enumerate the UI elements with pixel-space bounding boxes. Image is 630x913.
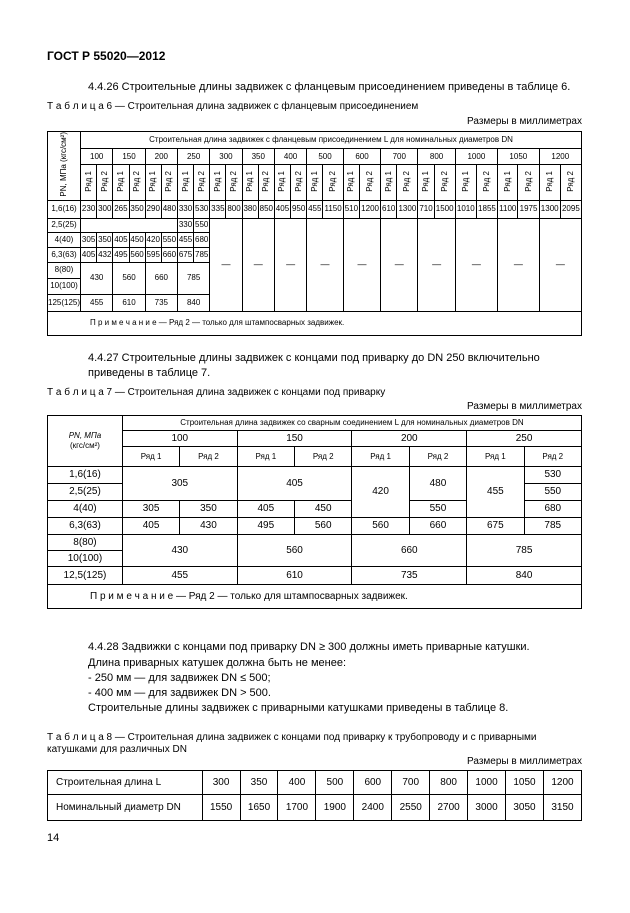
t7-group-250 <box>467 467 582 518</box>
t7-val: 305 <box>122 501 179 518</box>
t7-val: 530 <box>524 467 581 484</box>
table6-pn: 6,3(63) <box>48 247 81 262</box>
table6-value: 2095 <box>560 200 581 218</box>
t7-val: 610 <box>237 567 352 585</box>
table6-note: П р и м е ч а н и е — Ряд 2 — только для штампосварных задвижек. <box>48 311 582 335</box>
table6-value: 335 <box>210 200 226 218</box>
table6-value: 610 <box>113 294 145 311</box>
table6-dash <box>539 218 581 311</box>
dash-mark: — <box>432 259 442 270</box>
t7-pn-6-3: 6,3(63) <box>48 518 123 535</box>
paragraph-4-4-26: 4.4.26 Строительные длины задвижек с фланцевым присоединением приведены в таблице 6. <box>88 81 571 93</box>
table6-dash <box>210 218 242 311</box>
table6-value: 455 <box>177 232 193 247</box>
table8-length-label: Строительная длина L <box>48 771 203 795</box>
table6-row1-header: Ряд 1 <box>81 165 97 200</box>
table8-units: Размеры в миллиметрах <box>467 756 582 767</box>
table6-row2-header: Ряд 2 <box>518 165 539 200</box>
table6-value: 510 <box>343 200 359 218</box>
table6-value: 405 <box>81 247 97 262</box>
table6-dash <box>381 218 418 311</box>
table6-dash <box>418 218 455 311</box>
table7-row2-header: Ряд 2 <box>180 447 237 467</box>
t7-val: 430 <box>122 535 237 567</box>
table8-dn-value: 3150 <box>543 795 581 821</box>
table8-dn-value: 3050 <box>506 795 544 821</box>
table6-value: 1500 <box>434 200 455 218</box>
table8-dn-value: 3000 <box>468 795 506 821</box>
table8-length-value: 500 <box>316 771 354 795</box>
table6-value: 305 <box>81 232 97 247</box>
t7-val: 560 <box>295 518 352 535</box>
table8-dn-value: 1650 <box>240 795 278 821</box>
paragraph-4-4-28: 4.4.28 Задвижки с концами под приварку DN ≥ 300 должны иметь приварные катушки. <box>88 641 530 653</box>
t7-val: 660 <box>352 535 467 567</box>
t7-val: 405 <box>237 501 294 518</box>
table8-length-value: 600 <box>354 771 392 795</box>
t7-val: 405 <box>237 467 352 501</box>
table6-units: Размеры в миллиметрах <box>467 116 582 127</box>
dash-mark: — <box>357 259 367 270</box>
table6-value: 785 <box>177 262 209 294</box>
table6-value: 430 <box>81 262 113 294</box>
table7-note: П р и м е ч а н и е — Ряд 2 — только для штампосварных задвижек. <box>48 585 582 609</box>
dash-mark: — <box>513 259 523 270</box>
t7-pn-10: 10(100) <box>48 551 123 567</box>
table6-row2-header: Ряд 2 <box>226 165 242 200</box>
table6-value: 950 <box>291 200 307 218</box>
dash-mark: — <box>221 259 231 270</box>
table7-main-header: Строительная длина задвижек со сварным соединением L для номинальных диаметров DN <box>122 416 581 431</box>
table6-pn: 125(125) <box>48 294 81 311</box>
table6-value: 265 <box>113 200 129 218</box>
table6-row1-header: Ряд 1 <box>210 165 226 200</box>
table8-length-value: 1050 <box>506 771 544 795</box>
table6-value: 530 <box>194 200 210 218</box>
paragraph-length: Длина приварных катушек должна быть не менее: <box>88 657 347 669</box>
table6-value: 1150 <box>323 200 343 218</box>
t7-val: 495 <box>237 518 294 535</box>
table6-dash <box>343 218 380 311</box>
table6-value: 610 <box>381 200 397 218</box>
table6-pn: 8(80) <box>48 262 81 278</box>
dash-mark: — <box>555 259 565 270</box>
t7-val: 420 <box>352 467 409 518</box>
t7-val: 560 <box>352 518 409 535</box>
table8-caption-2: катушками для различных DN <box>47 744 187 755</box>
table6-row1-header: Ряд 1 <box>113 165 129 200</box>
table-7 <box>47 415 582 609</box>
table7-row1-header: Ряд 1 <box>122 447 179 467</box>
table8-dn-value: 1900 <box>316 795 354 821</box>
table6-row1-header: Ряд 1 <box>274 165 290 200</box>
table6-value: 710 <box>418 200 434 218</box>
table6-row2-header: Ряд 2 <box>129 165 145 200</box>
table8-dn-value: 2550 <box>392 795 430 821</box>
table6-caption: Т а б л и ц а 6 — Строительная длина задвижек с фланцевым присоединением <box>47 101 419 112</box>
t7-val: 350 <box>180 501 237 518</box>
table8-dn-value: 1700 <box>278 795 316 821</box>
table6-row1-header: Ряд 1 <box>498 165 518 200</box>
table7-caption: Т а б л и ц а 7 — Строительная длина задвижек с концами под приварку <box>47 387 386 398</box>
table7-dn-100: 100 <box>122 431 237 447</box>
t7-val: 405 <box>122 518 179 535</box>
t7-pn-12-5: 12,5(125) <box>48 567 123 585</box>
table6-pn: 4(40) <box>48 232 81 247</box>
t7-val: 430 <box>180 518 237 535</box>
table6-value: 560 <box>129 247 145 262</box>
table6-value: 675 <box>177 247 193 262</box>
table6-row2-header: Ряд 2 <box>434 165 455 200</box>
table7-row1-header: Ряд 1 <box>467 447 524 467</box>
table6-row2-header: Ряд 2 <box>360 165 381 200</box>
table6-empty-block <box>81 218 178 232</box>
table6-dash <box>498 218 540 311</box>
table-6 <box>47 131 582 336</box>
table6-value: 405 <box>274 200 290 218</box>
table7-dn-150: 150 <box>237 431 352 447</box>
t7-val: 560 <box>237 535 352 567</box>
table7-units: Размеры в миллиметрах <box>467 401 582 412</box>
table6-value: 1855 <box>476 200 497 218</box>
t7-pn-2-5: 2,5(25) <box>48 484 123 501</box>
table6-dn-700: 700 <box>381 149 418 165</box>
table8-length-value: 400 <box>278 771 316 795</box>
t7-val: 455 <box>122 567 237 585</box>
table6-value: 595 <box>145 247 161 262</box>
table6-row1-header: Ряд 1 <box>539 165 560 200</box>
table6-dn-200: 200 <box>145 149 177 165</box>
table7-row2-header: Ряд 2 <box>409 447 466 467</box>
paragraph-4-4-27: 4.4.27 Строительные длины задвижек с концами под приварку до DN 250 включительно приведены в таблице 7. <box>88 352 540 379</box>
table6-value: 660 <box>161 247 177 262</box>
table6-dn-250: 250 <box>177 149 209 165</box>
table6-value: 432 <box>97 247 113 262</box>
table6-dash <box>307 218 344 311</box>
t7-pn-1-6: 1,6(16) <box>48 467 123 484</box>
table6-dn-500: 500 <box>307 149 344 165</box>
table6-value: 405 <box>113 232 129 247</box>
table6-value: 495 <box>113 247 129 262</box>
table6-value: 480 <box>161 200 177 218</box>
table6-value: 380 <box>242 200 258 218</box>
table6-value: 450 <box>129 232 145 247</box>
table6-value: 1200 <box>360 200 381 218</box>
t7-val: 680 <box>544 503 562 514</box>
table6-value: 455 <box>81 294 113 311</box>
table6-dn-600: 600 <box>343 149 380 165</box>
table6-pn: 2,5(25) <box>48 218 81 232</box>
table6-row2-header: Ряд 2 <box>258 165 274 200</box>
dash-mark: — <box>320 259 330 270</box>
table8-caption-1: Т а б л и ц а 8 — Строительная длина задвижек с концами под приварку к трубопроводу и с приварными <box>47 732 537 743</box>
table8-length-value: 1000 <box>468 771 506 795</box>
table8-dn-value: 2700 <box>430 795 468 821</box>
table-8 <box>47 770 582 821</box>
table7-pn-header: PN, МПа (кгс/см²) <box>48 416 123 467</box>
table6-dash <box>242 218 274 311</box>
t7-val: 455 <box>467 467 524 517</box>
table6-dn-150: 150 <box>113 149 145 165</box>
table6-value: 350 <box>129 200 145 218</box>
t7-val: 675 <box>467 518 524 535</box>
table6-value: 330 <box>177 200 193 218</box>
t7-val: 785 <box>524 518 581 535</box>
paragraph-250: - 250 мм — для задвижек DN ≤ 500; <box>88 672 271 684</box>
table7-row2-header: Ряд 2 <box>524 447 581 467</box>
table6-row1-header: Ряд 1 <box>418 165 434 200</box>
table6-row2-header: Ряд 2 <box>397 165 418 200</box>
table6-pn: 10(100) <box>48 278 81 294</box>
table8-length-value: 700 <box>392 771 430 795</box>
t7-val: 550 <box>409 501 466 518</box>
table6-row2-header: Ряд 2 <box>97 165 113 200</box>
dash-mark: — <box>394 259 404 270</box>
table6-value: 300 <box>97 200 113 218</box>
t7-val: 660 <box>409 518 466 535</box>
dash-mark: — <box>253 259 263 270</box>
table6-pn: 1,6(16) <box>48 200 81 218</box>
table6-value: 735 <box>145 294 177 311</box>
table8-dn-value: 2400 <box>354 795 392 821</box>
table6-value: 290 <box>145 200 161 218</box>
table6-value: 850 <box>258 200 274 218</box>
table8-length-value: 350 <box>240 771 278 795</box>
table8-length-value: 1200 <box>543 771 581 795</box>
table6-row2-header: Ряд 2 <box>560 165 581 200</box>
table6-dn-800: 800 <box>418 149 455 165</box>
table6-value: 550 <box>161 232 177 247</box>
table6-row2-header: Ряд 2 <box>291 165 307 200</box>
table6-value: 785 <box>194 247 210 262</box>
table6-value: 800 <box>226 200 242 218</box>
table6-value: 420 <box>145 232 161 247</box>
table6-value: 350 <box>97 232 113 247</box>
table6-value: 680 <box>194 232 210 247</box>
table6-dash <box>274 218 306 311</box>
table6-value: 560 <box>113 262 145 294</box>
table6-dn-400: 400 <box>274 149 306 165</box>
table6-row1-header: Ряд 1 <box>242 165 258 200</box>
table6-dn-350: 350 <box>242 149 274 165</box>
table6-value: 550 <box>194 218 210 232</box>
table8-dn-label: Номинальный диаметр DN <box>48 795 203 821</box>
t7-val: 305 <box>122 467 237 501</box>
table7-dn-200: 200 <box>352 431 467 447</box>
dash-mark: — <box>286 259 296 270</box>
table6-value: 1100 <box>498 200 518 218</box>
table8-dn-value: 1550 <box>202 795 240 821</box>
paragraph-table8-ref: Строительные длины задвижек с приварными катушками приведены в таблице 8. <box>88 702 509 714</box>
table6-dash <box>455 218 497 311</box>
table8-length-value: 300 <box>202 771 240 795</box>
t7-val: 735 <box>352 567 467 585</box>
table6-dn-300: 300 <box>210 149 242 165</box>
table7-row2-header: Ряд 2 <box>295 447 352 467</box>
t7-pn-8: 8(80) <box>48 535 123 551</box>
table6-value: 1300 <box>539 200 560 218</box>
table6-row2-header: Ряд 2 <box>161 165 177 200</box>
table6-value: 660 <box>145 262 177 294</box>
t7-val: 480 <box>409 467 466 501</box>
t7-val: 785 <box>467 535 582 567</box>
table6-dn-1200: 1200 <box>539 149 581 165</box>
table6-row1-header: Ряд 1 <box>307 165 323 200</box>
table6-row1-header: Ряд 1 <box>381 165 397 200</box>
table6-value: 840 <box>177 294 209 311</box>
table6-value: 1010 <box>455 200 476 218</box>
table6-row2-header: Ряд 2 <box>476 165 497 200</box>
table7-row1-header: Ряд 1 <box>237 447 294 467</box>
table6-row1-header: Ряд 1 <box>177 165 193 200</box>
t7-val: 450 <box>295 501 352 518</box>
table8-length-value: 800 <box>430 771 468 795</box>
table6-value: 455 <box>307 200 323 218</box>
document-header: ГОСТ Р 55020—2012 <box>47 49 166 63</box>
t7-val: 550 <box>524 484 581 501</box>
t7-val: 840 <box>467 567 582 585</box>
page-number: 14 <box>47 832 60 844</box>
table6-row1-header: Ряд 1 <box>145 165 161 200</box>
table7-dn-250: 250 <box>467 431 582 447</box>
table7-row1-header: Ряд 1 <box>352 447 409 467</box>
table6-value: 330 <box>177 218 193 232</box>
table6-value: 230 <box>81 200 97 218</box>
table6-row2-header: Ряд 2 <box>194 165 210 200</box>
table6-value: 1975 <box>518 200 539 218</box>
t7-pn-4: 4(40) <box>48 501 123 518</box>
paragraph-400: - 400 мм — для задвижек DN > 500. <box>88 687 271 699</box>
table6-row2-header: Ряд 2 <box>323 165 343 200</box>
table6-row1-header: Ряд 1 <box>343 165 359 200</box>
table6-main-header: Строительная длина задвижек с фланцевым присоединением L для номинальных диаметров DN <box>81 132 582 149</box>
table6-dn-100: 100 <box>81 149 113 165</box>
table6-dn-1000: 1000 <box>455 149 497 165</box>
table6-pn-header: PN, МПа (кгс/см²) <box>48 132 81 201</box>
table6-row1-header: Ряд 1 <box>455 165 476 200</box>
table6-dn-1050: 1050 <box>498 149 540 165</box>
table6-value: 1300 <box>397 200 418 218</box>
dash-mark: — <box>471 259 481 270</box>
